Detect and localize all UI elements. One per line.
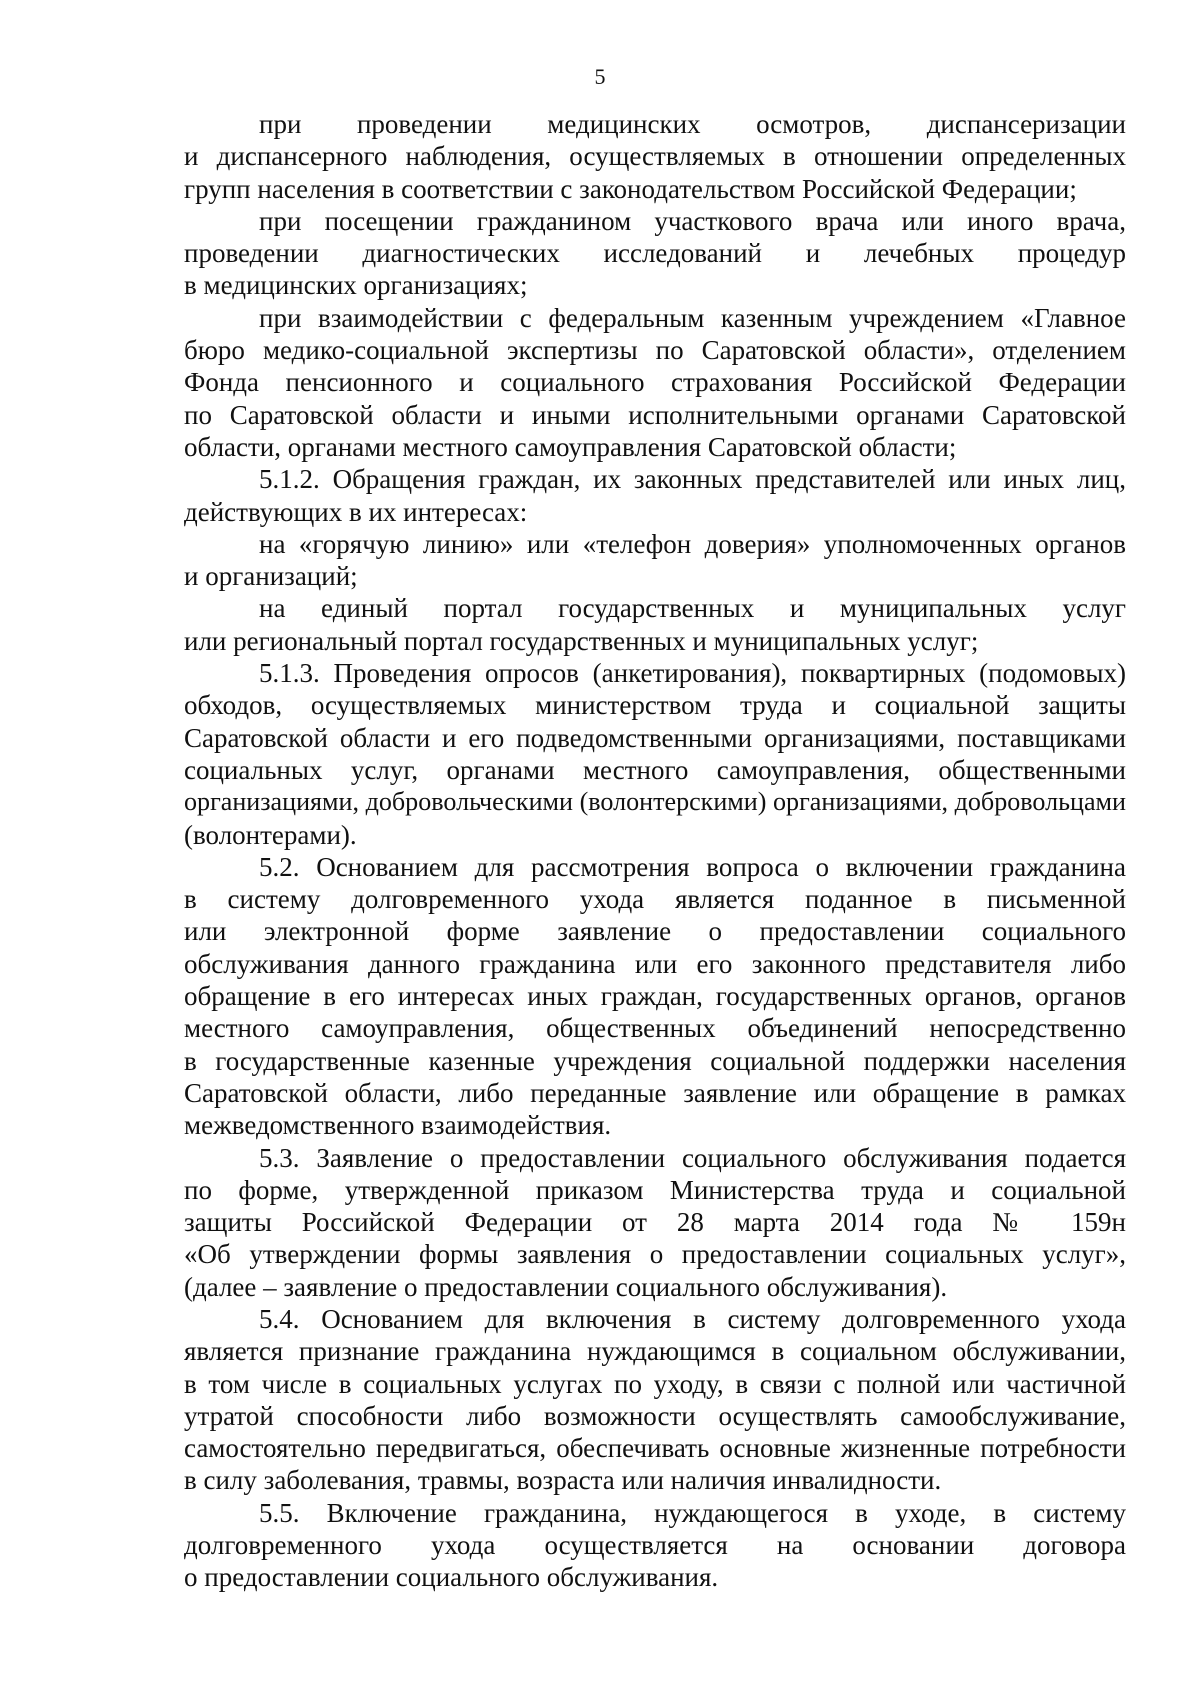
text-line: области, органами местного самоуправления Саратовской области; <box>184 431 957 462</box>
text-line: утратой способности либо возможности осуществлять самообслуживание, <box>184 1400 1126 1431</box>
text-line: Саратовской области, либо переданные заявление или обращение в рамках <box>184 1077 1126 1108</box>
text-line: и организаций; <box>184 561 358 592</box>
text-line: в медицинских организациях; <box>184 270 528 301</box>
text-line: местного самоуправления, общественных объединений непосредственно <box>184 1013 1126 1044</box>
text-line: 5.4. Основанием для включения в систему долговременного ухода <box>259 1303 1126 1334</box>
text-line: по форме, утвержденной приказом Министерства труда и социальной <box>184 1174 1126 1205</box>
text-line: (волонтерами). <box>184 819 357 850</box>
text-line: обслуживания данного гражданина или его законного представителя либо <box>184 948 1126 979</box>
paragraph <box>184 657 1126 851</box>
text-line: (далее – заявление о предоставлении социального обслуживания). <box>184 1271 948 1302</box>
text-line: действующих в их интересах: <box>184 496 528 527</box>
text-line: обходов, осуществляемых министерством труда и социальной защиты <box>184 690 1126 721</box>
text-line: бюро медико-социальной экспертизы по Саратовской области», отделением <box>184 335 1126 366</box>
text-line: 5.5. Включение гражданина, нуждающегося в уходе, в систему <box>259 1497 1126 1528</box>
text-line: по Саратовской области и иными исполнительными органами Саратовской <box>184 399 1126 430</box>
document-body <box>184 108 1126 1594</box>
text-line: в том числе в социальных услугах по уходу, в связи с полной или частичной <box>184 1368 1126 1399</box>
text-line: и диспансерного наблюдения, осуществляемых в отношении определенных <box>184 141 1126 172</box>
text-line: о предоставлении социального обслуживания. <box>184 1562 719 1593</box>
paragraph <box>184 528 1126 593</box>
paragraph <box>184 463 1126 528</box>
text-line: обращение в его интересах иных граждан, государственных органов, органов <box>184 981 1126 1012</box>
text-line: 5.2. Основанием для рассмотрения вопроса о включении гражданина <box>259 851 1126 882</box>
text-line: является признание гражданина нуждающимся в социальном обслуживании, <box>184 1336 1126 1367</box>
paragraph <box>184 205 1126 302</box>
text-line: организациями, добровольческими (волонтерскими) организациями, добровольцами <box>184 787 1126 817</box>
text-line: на единый портал государственных и муниципальных услуг <box>259 593 1126 624</box>
text-line: или региональный портал государственных и муниципальных услуг; <box>184 625 979 656</box>
text-line: социальных услуг, органами местного самоуправления, общественными <box>184 754 1126 785</box>
text-line: 5.1.3. Проведения опросов (анкетирования), поквартирных (подомовых) <box>259 658 1126 689</box>
text-line: самостоятельно передвигаться, обеспечивать основные жизненные потребности <box>184 1433 1126 1464</box>
text-line: 5.3. Заявление о предоставлении социального обслуживания подается <box>259 1142 1126 1173</box>
text-line: долговременного ухода осуществляется на основании договора <box>184 1530 1126 1561</box>
paragraph <box>184 1497 1126 1594</box>
text-line: при проведении медицинских осмотров, диспансеризации <box>259 109 1126 139</box>
text-line: защиты Российской Федерации от 28 марта 2014 года № 159н <box>184 1207 1126 1238</box>
text-line: Фонда пенсионного и социального страхования Российской Федерации <box>184 367 1126 398</box>
text-line: 5.1.2. Обращения граждан, их законных представителей или иных лиц, <box>259 464 1126 495</box>
text-line: межведомственного взаимодействия. <box>184 1110 612 1141</box>
paragraph <box>184 1142 1126 1303</box>
text-line: или электронной форме заявление о предоставлении социального <box>184 916 1126 947</box>
paragraph <box>184 108 1126 205</box>
page-number: 5 <box>594 64 606 89</box>
text-line: групп населения в соответствии с законодательством Российской Федерации; <box>184 173 1077 204</box>
text-line: в систему долговременного ухода является поданное в письменной <box>184 884 1126 915</box>
text-line: Саратовской области и его подведомственными организациями, поставщиками <box>184 722 1126 753</box>
paragraph <box>184 592 1126 657</box>
text-line: в силу заболевания, травмы, возраста или наличия инвалидности. <box>184 1465 942 1496</box>
text-line: при взаимодействии с федеральным казенным учреждением «Главное <box>259 302 1126 333</box>
text-line: проведении диагностических исследований и лечебных процедур <box>184 238 1126 269</box>
paragraph <box>184 1303 1126 1497</box>
text-line: при посещении гражданином участкового врача или иного врача, <box>259 205 1126 236</box>
text-line: на «горячую линию» или «телефон доверия» уполномоченных органов <box>259 528 1126 559</box>
text-line: в государственные казенные учреждения социальной поддержки населения <box>184 1045 1126 1076</box>
paragraph <box>184 851 1126 1142</box>
paragraph <box>184 302 1126 463</box>
text-line: «Об утверждении формы заявления о предоставлении социальных услуг», <box>184 1239 1126 1270</box>
